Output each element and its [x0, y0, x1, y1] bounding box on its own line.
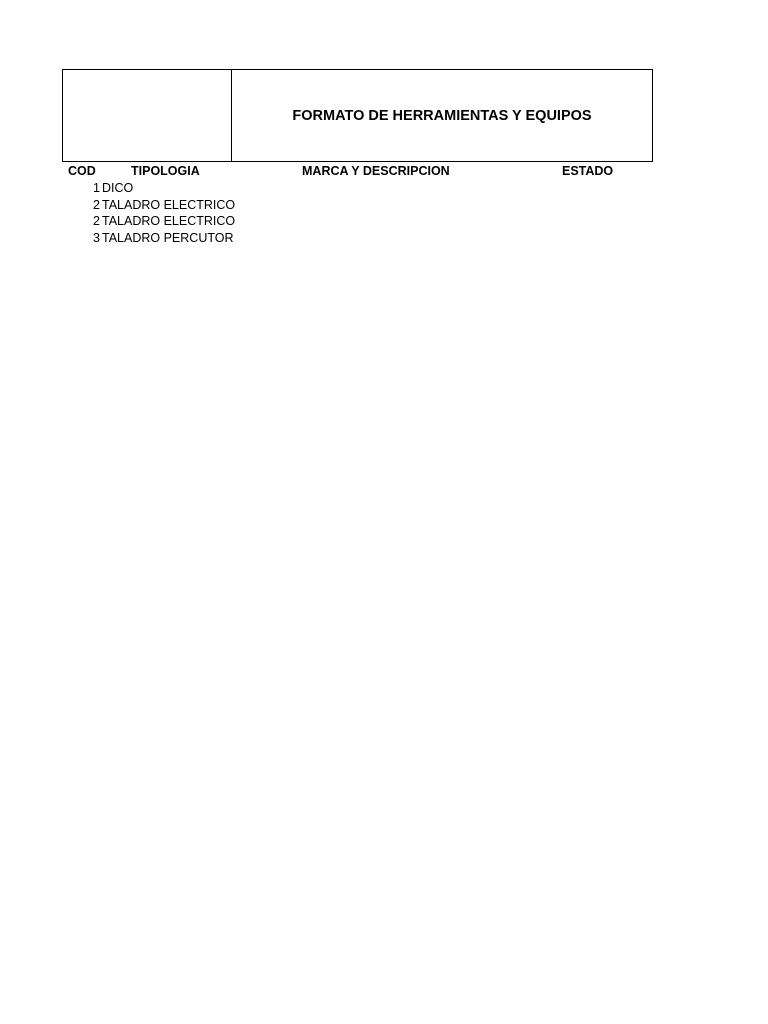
- column-header-estado: ESTADO: [562, 164, 614, 178]
- row-tipologia: TALADRO ELECTRICO: [102, 197, 236, 212]
- row-cod: 2: [93, 197, 100, 212]
- column-header-marca: MARCA Y DESCRIPCION: [302, 164, 450, 178]
- title-cell: [232, 70, 652, 161]
- document-title: FORMATO DE HERRAMIENTAS Y EQUIPOS: [292, 108, 592, 124]
- row-cod: 3: [93, 230, 100, 245]
- logo-cell: [63, 70, 232, 161]
- column-header-cod: COD: [68, 164, 96, 178]
- row-cod: 2: [93, 214, 100, 228]
- table-row: [62, 180, 662, 197]
- header-box: [62, 69, 653, 162]
- row-tipologia: TALADRO PERCUTOR: [102, 230, 234, 245]
- row-cod: 1: [93, 181, 100, 195]
- table-row: [62, 230, 662, 247]
- column-header-tipologia: TIPOLOGIA: [131, 164, 200, 178]
- table-body: [62, 180, 662, 246]
- table-row: [62, 197, 662, 214]
- row-tipologia: DICO: [102, 181, 134, 195]
- row-tipologia: TALADRO ELECTRICO: [102, 214, 236, 228]
- table-row: [62, 213, 662, 230]
